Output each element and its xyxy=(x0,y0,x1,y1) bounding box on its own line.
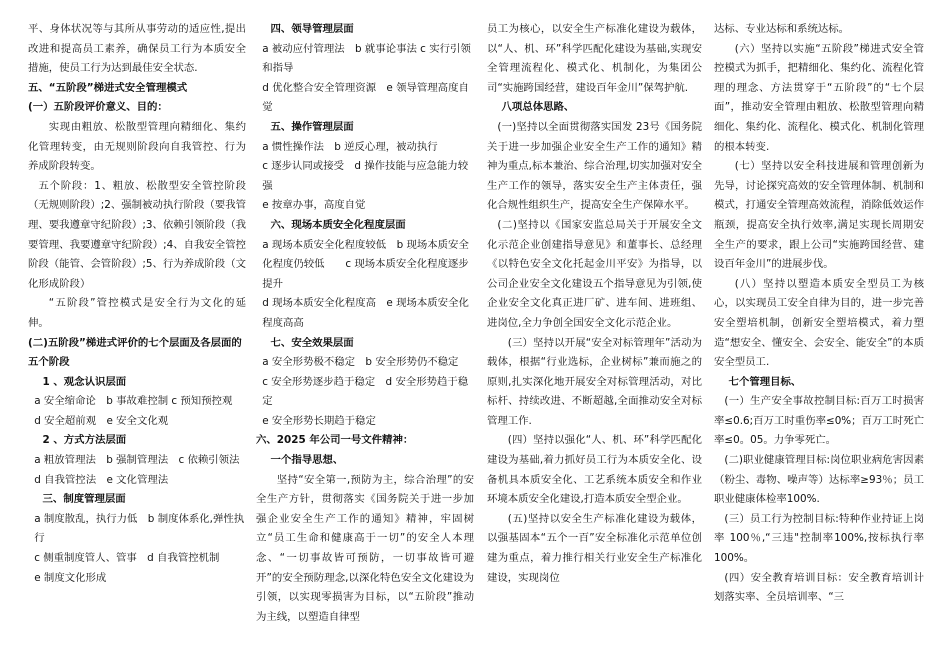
paragraph: (一）生产安全事故控制目标:百万工时损害率≤0.6;百万工时重伤率≤0%；百万工时死亡率≤0。05。力争零死亡。 xyxy=(714,395,924,447)
column-3 xyxy=(487,20,702,588)
level-heading: 1 、观念认识层面 xyxy=(42,375,127,388)
paragraph: 五个阶段：1、粗放、松散型安全管控阶段（无规则阶段）;2、强制被动执行阶段（要我管理、要我遵章守纪阶段）;3、依赖引领阶段（我要管理、我要遵章守纪阶段）;4、自我安全管控阶段（能管、会管阶段）;5、行为养成阶段（文化形成阶段） xyxy=(28,179,246,290)
level-heading: 三、制度管理层面 xyxy=(42,493,126,506)
level-heading: 七、安全效果层面 xyxy=(270,336,354,349)
level-items: e 制度文化形成 xyxy=(34,571,107,584)
level-heading: 五、操作管理层面 xyxy=(270,120,354,133)
paragraph: (五)坚持以安全生产标准化建设为载体，以强基固本“五个一百”安全标准化示范单位创建为重点，着力推行相关行业安全生产标准化建设，实现岗位 xyxy=(487,512,702,584)
paragraph: (二)坚持以《国家安监总局关于开展安全文化示范企业创建指导意见》和董事长、总经理《以特色安全文化托起金川平安》为指导，以公司企业安全文化建设五个指导意见为引领,使企业安全文化真正进厂矿、进车间、进班组、进岗位,全力争创全国安全文化示范企业。 xyxy=(487,218,702,329)
paragraph: (二)职业健康管理目标:岗位职业病危害因素（粉尘、毒物、噪声等）达标率≥93％；员工职业健康体检率100%. xyxy=(714,454,924,506)
column-1 xyxy=(28,20,246,588)
section-heading-6: 六、2025 年公司一号文件精神： xyxy=(256,434,414,447)
paragraph: (一)坚持以全面贯彻落实国发 23号《国务院关于进一步加强企业安全生产工作的通知》精神为重点,标本兼治、综合治理,切实加强对安全生产工作的领导，落实安全生产主体责任，强化合规性组织生产，提高安全生产保障水平。 xyxy=(487,120,702,212)
paragraph: 实现由粗放、松散型管理向精细化、集约化管理转变，由无规则阶段向自我管控、行为养成阶段转变。 xyxy=(28,120,246,173)
paragraph: “五阶段”管控模式是安全行为文化的延伸。 xyxy=(28,297,246,329)
subsection-heading: (二)五阶段”梯进式评价的七个层面及各层面的五个阶段 xyxy=(28,336,242,369)
level-items: d 优化整合安全管理资源 e 领导管理高度自觉 xyxy=(262,81,469,114)
paragraph-continuation: 员工为核心，以安全生产标准化建设为载体，以“人、机、环”科学匹配化建设为基础,实现安全管理流程化、模式化、机制化，为集团公司“实施跨国经营，建设百年金川”保驾护航. xyxy=(487,23,702,94)
level-items: c 逐步认同或接受 d 操作技能与应急能力较强 xyxy=(262,160,469,192)
paragraph-continuation: 平、身体状况等与其所从事劳动的适应性,提出改进和提高员工素养，确保员工行为本质安全措施，使员工行为达到最佳安全状态. xyxy=(28,23,246,75)
level-heading: 四、领导管理层面 xyxy=(270,23,354,35)
paragraph: (三）员工行为控制目标:特种作业持证上岗率 100％,“三违"控制率100%,按标执行率100%。 xyxy=(714,512,924,565)
paragraph-continuation: 达标、专业达标和系统达标。 xyxy=(714,23,850,35)
level-items: a 粗放管理法 b 强制管理法 c 依赖引领法 xyxy=(34,454,240,467)
level-heading: 六、现场本质安全化程度层面 xyxy=(270,218,406,231)
subsection-heading: (一）五阶段评价意义、目的： xyxy=(28,101,168,114)
level-items: a 被动应付管理法 b 就事论事法 c 实行引领和指导 xyxy=(262,42,471,75)
paragraph: (四）安全教育培训目标：安全教育培训计划落实率、全员培训率、“三 xyxy=(714,571,924,604)
level-items: e 按章办事，高度自觉 xyxy=(262,199,366,212)
column-2 xyxy=(256,20,474,627)
column-4 xyxy=(714,20,924,608)
level-items: c 安全形势逐步趋于稳定 d 安全形势趋于稳定 xyxy=(262,375,469,408)
level-items: a 制度散乱，执行力低 b 制度体系化,弹性执行 xyxy=(34,512,245,545)
level-heading: 2 、方式方法层面 xyxy=(42,434,127,447)
paragraph: (六）坚持以实施“五阶段”梯进式安全管控模式为抓手，把精细化、集约化、流程化管理的理念、方法贯穿于“五阶段”的“七个层面”，推动安全管理由粗放、松散型管理向精细化、集约化、流程化、模式化、机制化管理的根本转变. xyxy=(714,42,924,153)
paragraph: (四）坚持以强化“人、机、环”科学匹配化建设为基础,着力抓好员工行为本质安全化、设备机具本质安全化、工艺系统本质安全和作业环境本质安全化建设,打造本质安全型企业。 xyxy=(487,434,702,506)
paragraph: (七）坚持以安全科技进展和管理创新为先导，讨论探究高效的安全管理体制、机制和模式，打通安全管理高效流程，消除低效运作瓶颈，提高安全执行效率,满足实现长周期安全生产的要求，跟上公司“实施跨国经营、建设百年金川”的进展步伐。 xyxy=(714,160,924,271)
paragraph: (八）坚持以塑造本质安全型员工为核心，以实现员工安全自律为目的，进一步完善安全塑培机制，创新安全塑培模式，着力塑造“想安全、懂安全、会安全、能安全”的本质安全型员工. xyxy=(714,277,924,369)
level-items: a 安全缩命论 b 事故难控制 c 预知预控观 xyxy=(34,395,233,408)
section-heading-5: 五、“五阶段”梯进式安全管理模式 xyxy=(28,81,188,94)
subsection-heading: 一个指导思想、 xyxy=(270,454,344,467)
level-items: a 现场本质安全化程度较低 b 现场本质安全化程度仍较低 c 现场本质安全化程度逐步提升 xyxy=(262,238,469,290)
level-items: e 安全形势长期趋于稳定 xyxy=(262,414,376,427)
section-heading-8: 八项总体思路、 xyxy=(501,101,575,114)
level-items: d 安全超前观 e 安全文化观 xyxy=(34,414,169,427)
level-items: d 自我管控法 e 文化管理法 xyxy=(34,473,169,486)
section-heading-7: 七个管理目标、 xyxy=(728,375,802,388)
paragraph: 坚持“安全第一,预防为主，综合治理”的安全生产方针，贯彻落实《国务院关于进一步加强企业安全生产工作的通知》精神，牢固树立“员工生命和健康高于一切”的安全人本理念、“一切事故皆可预防，一切事故皆可避开”的安全预防理念,以深化特色安全文化建设为引领，以实现零损害为目标，以“五阶段”推动为主线，以塑造自律型 xyxy=(256,473,474,623)
paragraph: (三）坚持以开展“安全对标管理年”活动为载体，根据“行业选标，企业树标”兼而施之的原则,扎实深化地开展安全对标管理活动，对比标杆、持续改进、不断超越,全面推动安全对标管理工作. xyxy=(487,336,702,427)
level-items: a 安全形势极不稳定 b 安全形势仍不稳定 xyxy=(262,356,459,369)
level-items: a 惯性操作法 b 逆反心理，被动执行 xyxy=(262,140,438,153)
level-items: d 现场本质安全化程度高 e 现场本质安全化程度高高 xyxy=(262,297,469,329)
level-items: c 侧重制度管人、管事 d 自我管控机制 xyxy=(34,552,220,565)
